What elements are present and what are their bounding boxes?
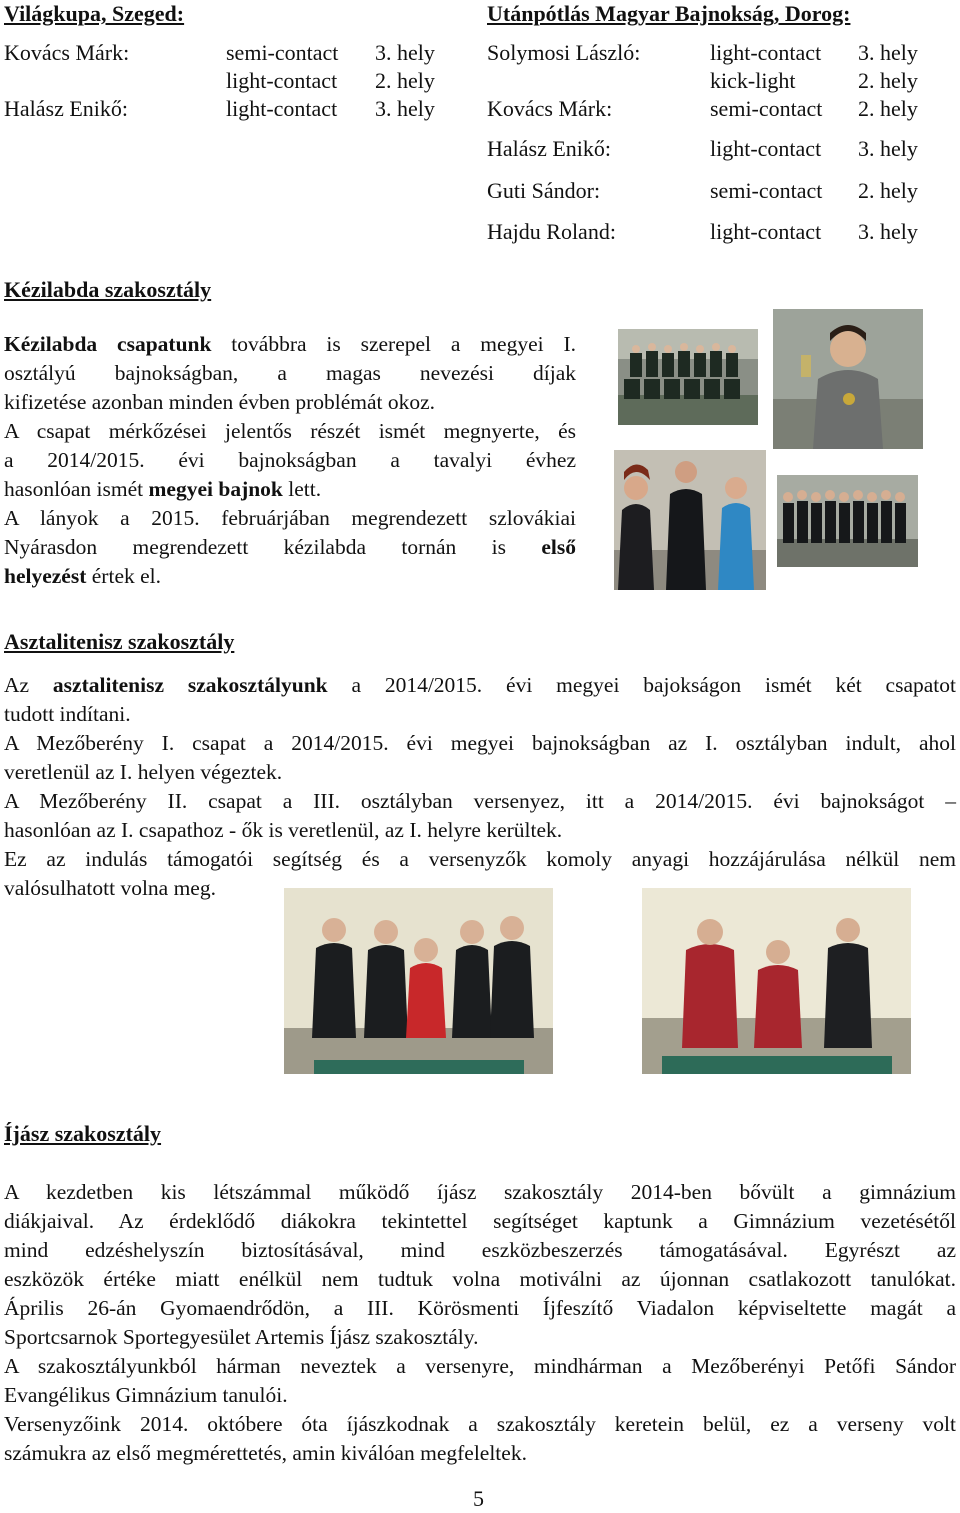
result-place: 3. hely: [375, 96, 435, 121]
result-place: 3. hely: [858, 136, 918, 161]
result-place: 2. hely: [858, 178, 918, 203]
paragraph-line: A Mezőberény I. csapat a 2014/2015. évi megyei bajnokságban az I. osztályban indult, ahol: [4, 731, 956, 755]
handball-heading: Kézilabda szakosztály: [4, 277, 212, 302]
paragraph-line: A Mezőberény II. csapat a III. osztályban versenyez, itt a 2014/2015. évi bajnokságot –: [4, 789, 956, 813]
page-number: 5: [473, 1486, 484, 1511]
result-category: semi-contact: [710, 96, 823, 121]
result-name: Halász Enikő:: [487, 136, 612, 161]
paragraph-line: számukra az első megmérettetés, amin kiválóan megfeleltek.: [4, 1441, 527, 1465]
paragraph-line: Az asztalitenisz szakosztályunk a 2014/2015. évi megyei bajokságon ismét két csapatot: [4, 673, 956, 697]
result-name: Kovács Márk:: [487, 96, 613, 121]
result-name: Hajdu Roland:: [487, 219, 616, 244]
result-place: 3. hely: [858, 219, 918, 244]
result-category: light-contact: [710, 40, 822, 65]
paragraph-line: Sportcsarnok Sportegyesület Artemis Íjász szakosztály.: [4, 1325, 479, 1349]
paragraph-line: tudott indítani.: [4, 702, 131, 726]
worldcup-title: Világkupa, Szeged:: [4, 1, 185, 26]
archery-heading: Íjász szakosztály: [4, 1121, 162, 1146]
result-category: light-contact: [710, 219, 822, 244]
handball-award-photo: [614, 450, 766, 590]
paragraph-line: Kézilabda csapatunk továbbra is szerepel a megyei I.: [4, 332, 576, 356]
paragraph-line: veretlenül az I. helyen végeztek.: [4, 760, 283, 784]
result-place: 3. hely: [375, 40, 435, 65]
paragraph-line: eszközök értéke miatt enélkül nem tudtuk volna motiválni az újonnan csatlakozott tanulókat.: [4, 1267, 956, 1291]
paragraph-line: Ez az indulás támogatói segítség és a versenyzők komoly anyagi hozzájárulása nélkül nem: [4, 847, 956, 871]
paragraph-line: kifizetése azonban minden évben problémát okoz.: [4, 390, 436, 414]
paragraph-line: hasonlóan ismét megyei bajnok lett.: [4, 477, 322, 501]
paragraph-line: diákjaival. Az érdeklődő diákokra tekintettel segítséget kaptunk a Gimnázium vezetésétől: [4, 1209, 956, 1233]
handball-lineup-photo: [777, 475, 918, 567]
youth-title: Utánpótlás Magyar Bajnokság, Dorog:: [487, 1, 851, 26]
paragraph-line: Nyárasdon megrendezett kézilabda tornán is első: [4, 535, 576, 559]
paragraph-line: Április 26-án Gyomaendrődön, a III. Körösmenti Íjfeszítő Viadalon képviseltette magát a: [4, 1296, 956, 1320]
result-name: Guti Sándor:: [487, 178, 601, 203]
result-category: light-contact: [226, 68, 338, 93]
paragraph-line: A kezdetben kis létszámmal működő íjász szakosztály 2014-ben bővült a gimnázium: [4, 1180, 956, 1204]
paragraph-line: a 2014/2015. évi bajnokságban a tavalyi évhez: [4, 448, 576, 472]
result-category: semi-contact: [710, 178, 823, 203]
result-place: 2. hely: [858, 96, 918, 121]
paragraph-line: Versenyzőink 2014. októbere óta íjászkodnak a szakosztály keretein belül, ez a verseny volt: [4, 1412, 956, 1436]
paragraph-line: A csapat mérkőzései jelentős részét ismét megnyerte, és: [4, 419, 576, 443]
handball-trophy-photo: [773, 309, 923, 449]
result-place: 2. hely: [858, 68, 918, 93]
result-place: 2. hely: [375, 68, 435, 93]
paragraph-line: mind edzéshelyszín biztosításával, mind eszközbeszerzés támogatásával. Egyrészt az: [4, 1238, 956, 1262]
paragraph-line: hasonlóan az I. csapathoz - ők is veretlenül, az I. helyre kerültek.: [4, 818, 563, 842]
result-name: Kovács Márk:: [4, 40, 130, 65]
paragraph-line: Evangélikus Gimnázium tanulói.: [4, 1383, 288, 1407]
result-name: Halász Enikő:: [4, 96, 129, 121]
result-category: kick-light: [710, 68, 796, 93]
handball-team-photo: [618, 329, 758, 425]
tabletennis-team-two-photo: [642, 888, 911, 1074]
result-category: light-contact: [226, 96, 338, 121]
paragraph-line: helyezést értek el.: [4, 564, 162, 588]
paragraph-line: A lányok a 2015. februárjában megrendezett szlovákiai: [4, 506, 576, 530]
paragraph-line: osztályú bajnokságban, a magas nevezési díjak: [4, 361, 576, 385]
result-place: 3. hely: [858, 40, 918, 65]
paragraph-line: A szakosztályunkból hárman neveztek a versenyre, mindhárman a Mezőberényi Petőfi Sándor: [4, 1354, 956, 1378]
result-category: light-contact: [710, 136, 822, 161]
paragraph-line: valósulhatott volna meg.: [4, 876, 216, 900]
result-category: semi-contact: [226, 40, 339, 65]
result-name: Solymosi László:: [487, 40, 641, 65]
tabletennis-team-one-photo: [284, 888, 553, 1074]
tabletennis-heading: Asztalitenisz szakosztály: [4, 629, 235, 654]
